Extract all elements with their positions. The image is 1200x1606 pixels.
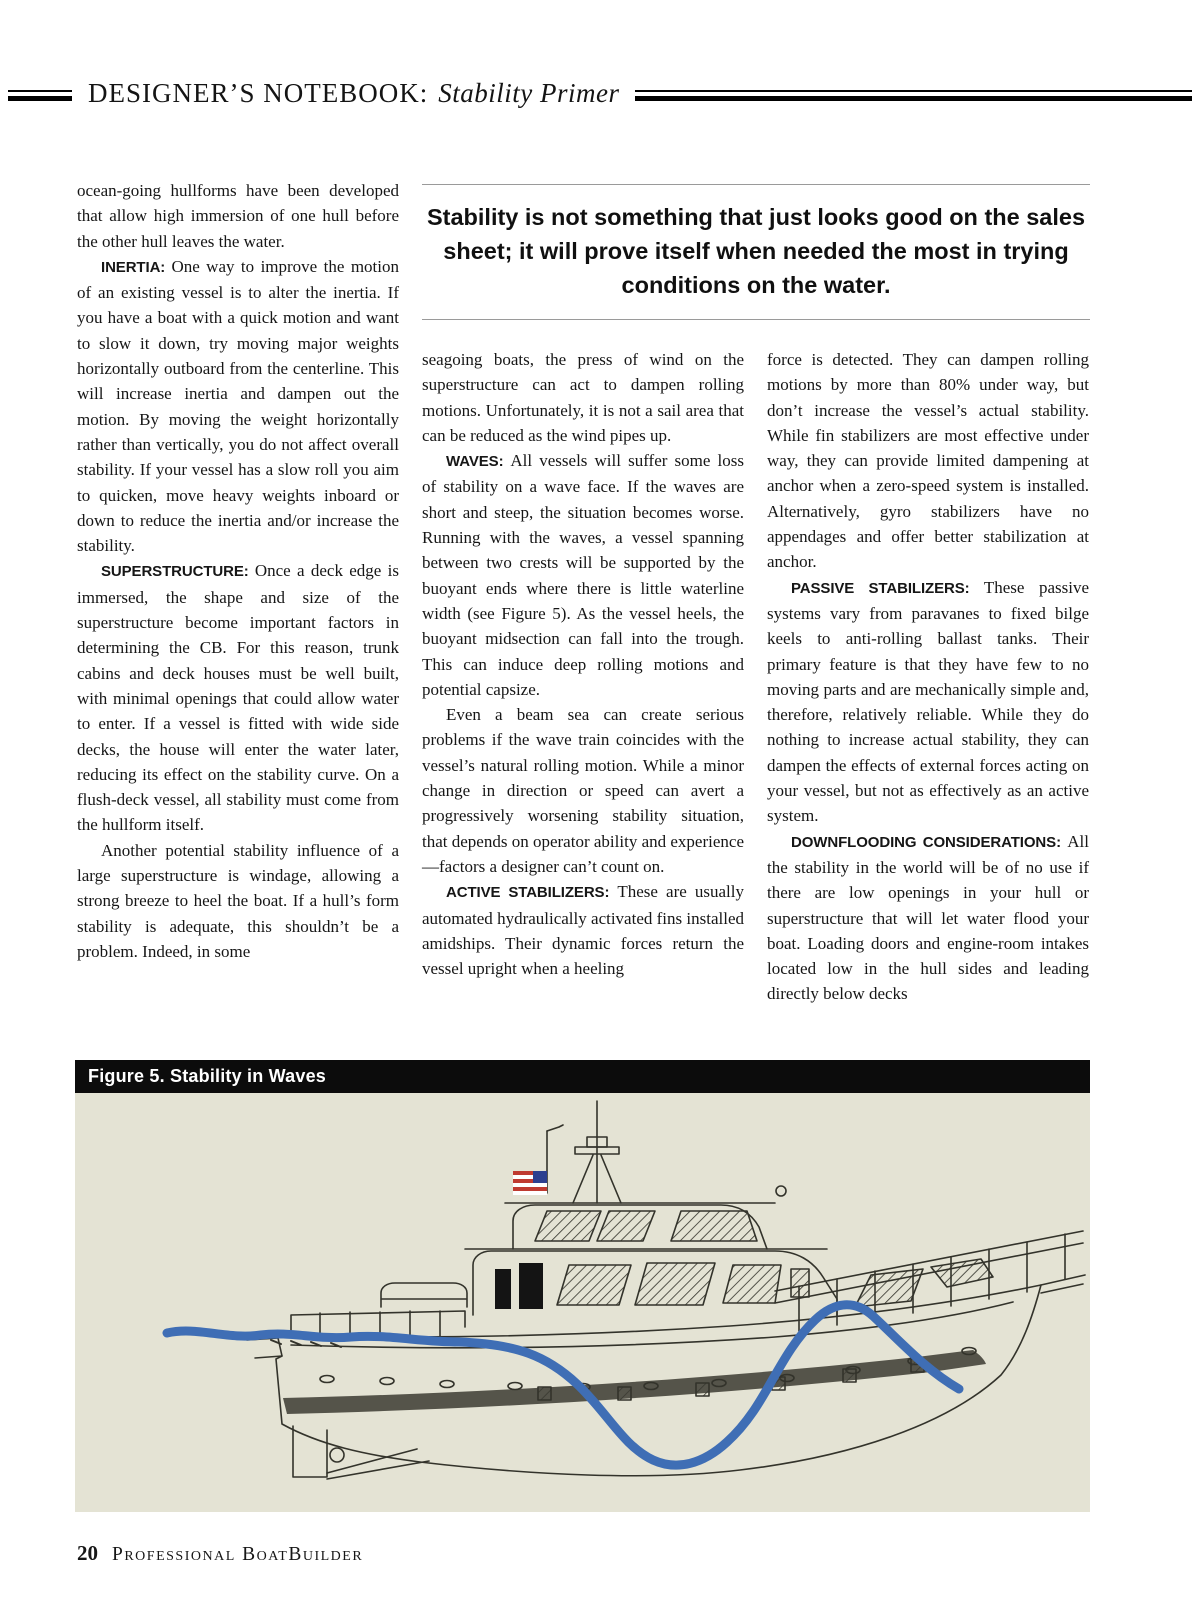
article-paragraph xyxy=(422,702,744,879)
footer-magazine-name: Professional BoatBuilder xyxy=(112,1544,364,1565)
article-paragraph xyxy=(77,558,399,837)
article-paragraph xyxy=(77,178,399,254)
pilothouse-window xyxy=(671,1211,757,1241)
paragraph-text: All vessels will suffer some loss of stability on a wave face. If the waves are short and steep, the situation becomes worse. Running with the waves, a vessel spanning between two crests will be supported by the buoyant ends where there is little waterline width (see Figure 5). As the vessel heels, the buoyant midsection can fall into the trough. This can induce deep rolling motions and potential capsize. xyxy=(422,451,744,699)
figure-title: Figure 5. Stability in Waves xyxy=(88,1066,326,1086)
door-window xyxy=(791,1269,809,1297)
deckhouse-window xyxy=(635,1263,715,1305)
article-paragraph xyxy=(422,347,744,448)
page-title xyxy=(88,78,619,109)
paragraph-lead: PASSIVE STABILIZERS: xyxy=(791,579,984,597)
pull-quote: Stability is not something that just looks good on the sales sheet; it will prove itself when needed the most in trying conditions on the water. xyxy=(422,184,1090,320)
boat-illustration xyxy=(75,1093,1090,1512)
section-header xyxy=(8,78,1192,109)
paragraph-text: Once a deck edge is immersed, the shape and size of the superstructure become important factors in determining the CB. For this reason, trunk cabins and deck houses must be well built, with minimal openings that could allow water to enter. If a vessel is fitted with wide side decks, the house will enter the water later, reducing its effect on the stability curve. On a flush-deck vessel, all stability must come from the hullform itself. xyxy=(77,561,399,835)
paragraph-text: These are usually automated hydraulically activated fins installed amidships. Their dynamic forces return the vessel upright when a heeling xyxy=(422,882,745,979)
paragraph-lead: ACTIVE STABILIZERS: xyxy=(446,884,618,902)
us-flag-icon xyxy=(513,1171,547,1195)
article-paragraph xyxy=(767,575,1089,829)
page-footer xyxy=(77,1541,363,1566)
article-paragraph xyxy=(77,838,399,964)
article-body xyxy=(77,178,1090,1007)
article-paragraph xyxy=(767,829,1089,1007)
footer-page-number: 20 xyxy=(77,1541,98,1565)
paragraph-text: Another potential stability influence of a large superstructure is windage, allowing a strong breeze to heel the boat. If a hull’s form stability is adequate, this shouldn’t be a problem. Indeed, in some xyxy=(77,840,399,961)
paragraph-lead: SUPERSTRUCTURE: xyxy=(101,563,255,581)
column-3 xyxy=(767,347,1089,1007)
pilothouse-window xyxy=(535,1211,601,1241)
article-paragraph xyxy=(77,254,399,559)
column-2 xyxy=(422,347,744,1007)
paragraph-text: Even a beam sea can create serious problems if the wave train coincides with the vessel’s natural rolling motion. While a minor change in direction or speed can avert a progressively worsening stability situation, that depends on operator ability and experience—factors a designer can’t count on. xyxy=(422,705,744,876)
article-paragraph xyxy=(767,347,1089,575)
right-two-columns xyxy=(422,178,1090,1007)
deckhouse-window xyxy=(557,1265,631,1305)
column-1 xyxy=(77,178,399,1007)
paragraph-lead: INERTIA: xyxy=(101,258,172,276)
figure-title-bar xyxy=(75,1060,1090,1093)
figure-5 xyxy=(75,1060,1090,1512)
deckhouse-door xyxy=(495,1269,511,1309)
header-rule-left xyxy=(8,90,72,101)
paragraph-text: All the stability in the world will be of no use if there are low openings in your hull or superstructure that will let water flood your boat. Loading doors and engine-room intakes located low in the hull sides and leading directly below decks xyxy=(767,831,1089,1004)
deckhouse-window xyxy=(723,1265,781,1303)
paragraph-lead: DOWNFLOODING CONSIDERATIONS: xyxy=(791,833,1068,851)
paragraph-lead: WAVES: xyxy=(446,453,511,471)
section-label: DESIGNER’S NOTEBOOK: xyxy=(88,78,429,108)
header-rule-right xyxy=(635,90,1192,101)
paragraph-text: ocean-going hullforms have been developed that allow high immersion of one hull before the other hull leaves the water. xyxy=(77,181,399,251)
deckhouse-door xyxy=(519,1263,543,1309)
paragraph-text: seagoing boats, the press of wind on the superstructure can act to dampen rolling motions. Unfortunately, it is not a sail area that can be reduced as the wind pipes up. xyxy=(422,350,744,445)
figure-illustration xyxy=(75,1093,1090,1512)
article-paragraph xyxy=(422,879,744,981)
paragraph-text: These passive systems vary from paravanes to fixed bilge keels to anti-rolling ballast tanks. Their primary feature is that they have few to no moving parts and are mechanically simple and, therefore, relatively reliable. While they do nothing to increase actual stability, they can dampen the effects of external forces acting on your vessel, but not as effectively as an active system. xyxy=(767,577,1089,826)
section-topic: Stability Primer xyxy=(438,78,620,108)
paragraph-text: force is detected. They can dampen rolling motions by more than 80% under way, but don’t increase the vessel’s actual stability. While fin stabilizers are most effective under way, they can provide limited dampening at anchor when a zero-speed system is installed. Alternatively, gyro stabilizers have no appendages and offer better stabilization at anchor. xyxy=(767,350,1089,572)
paragraph-text: One way to improve the motion of an existing vessel is to alter the inertia. If you have a boat with a quick motion and want to slow it down, try moving major weights horizontally outboard from the centerline. This will increase inertia and dampen out the motion. By moving the weight horizontally rather than vertically, you do not affect overall stability. If your vessel has a slow roll you aim to quicken, move heavy weights inboard or down to reduce the inertia and/or increase the stability. xyxy=(77,256,399,556)
article-paragraph xyxy=(422,448,744,702)
